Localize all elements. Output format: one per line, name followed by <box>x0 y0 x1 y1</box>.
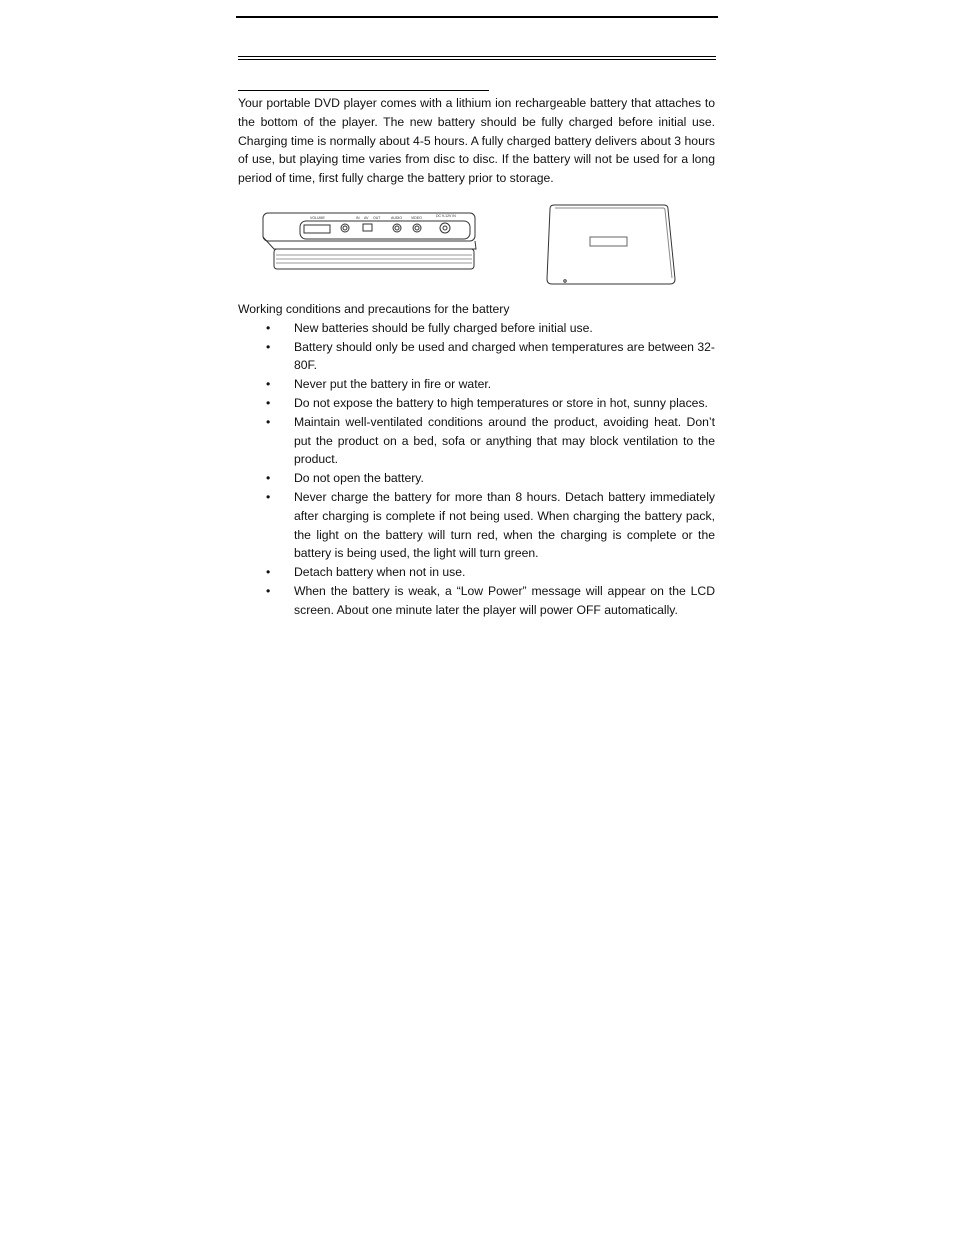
list-item <box>238 394 715 413</box>
video-label: VIDEO <box>411 215 422 220</box>
battery-pack-figure <box>544 203 678 289</box>
bullet-icon: • <box>266 320 271 335</box>
header-rule <box>236 16 718 18</box>
dc-label: DC 9-12V IN <box>436 213 456 218</box>
precaution-text: Battery should only be used and charged when temperatures are between 32-80F. <box>294 339 715 373</box>
precaution-text: Do not open the battery. <box>294 471 424 486</box>
list-item <box>238 469 715 488</box>
section-double-rule-bottom <box>238 59 716 60</box>
precaution-text: Maintain well-ventilated conditions around the product, avoiding heat. Don’t put the product on a bed, sofa or anything that may block ventilation to the product. <box>294 414 715 467</box>
bullet-icon: • <box>266 395 271 410</box>
list-item <box>238 488 715 563</box>
subsection-rule <box>238 90 489 91</box>
list-item <box>238 375 715 394</box>
precaution-text: Do not expose the battery to high temperatures or store in hot, sunny places. <box>294 395 708 410</box>
bullet-icon: • <box>266 583 271 598</box>
bullet-icon: • <box>266 339 271 354</box>
bullet-icon: • <box>266 377 271 392</box>
in-label: IN <box>356 215 360 220</box>
precaution-text: New batteries should be fully charged before initial use. <box>294 320 593 335</box>
precaution-text: Never put the battery in fire or water. <box>294 377 492 392</box>
precaution-text: Never charge the battery for more than 8 hours. Detach battery immediately after charging is complete if not being used. When charging the battery pack, the light on the battery will turn red, when the charging is complete or the battery is being used, the light will turn green. <box>294 489 715 561</box>
audio-label: AUDIO <box>391 215 403 220</box>
list-item <box>238 582 715 620</box>
bullet-icon: • <box>266 414 271 429</box>
out-label: OUT <box>373 215 381 220</box>
section-double-rule-top <box>238 56 716 57</box>
list-item <box>238 319 715 338</box>
intro-paragraph: Your portable DVD player comes with a lithium ion rechargeable battery that attaches to the bottom of the player. The new battery should be fully charged before initial use. Charging time is normally about 4-5 hours. A fully charged battery delivers about 3 hours of use, but playing time varies from disc to disc. If the battery will not be used for a long period of time, first fully charge the battery prior to storage. <box>238 96 715 186</box>
bullet-icon: • <box>266 471 271 486</box>
bullet-icon: • <box>266 565 271 580</box>
volume-label: VOLUME <box>310 215 325 220</box>
list-item <box>238 338 715 376</box>
precautions-list <box>238 319 715 620</box>
av-label: AV <box>364 215 369 220</box>
list-item <box>238 413 715 469</box>
precautions-title: Working conditions and precautions for the battery <box>238 301 510 316</box>
page-content <box>238 94 715 620</box>
precaution-text: When the battery is weak, a “Low Power” message will appear on the LCD screen. About one minute later the player will power OFF automatically. <box>294 583 715 617</box>
bullet-icon: • <box>266 489 271 504</box>
list-item <box>238 563 715 582</box>
player-side-panel-figure <box>260 211 502 273</box>
battery-figures <box>238 197 715 297</box>
precaution-text: Detach battery when not in use. <box>294 565 466 580</box>
